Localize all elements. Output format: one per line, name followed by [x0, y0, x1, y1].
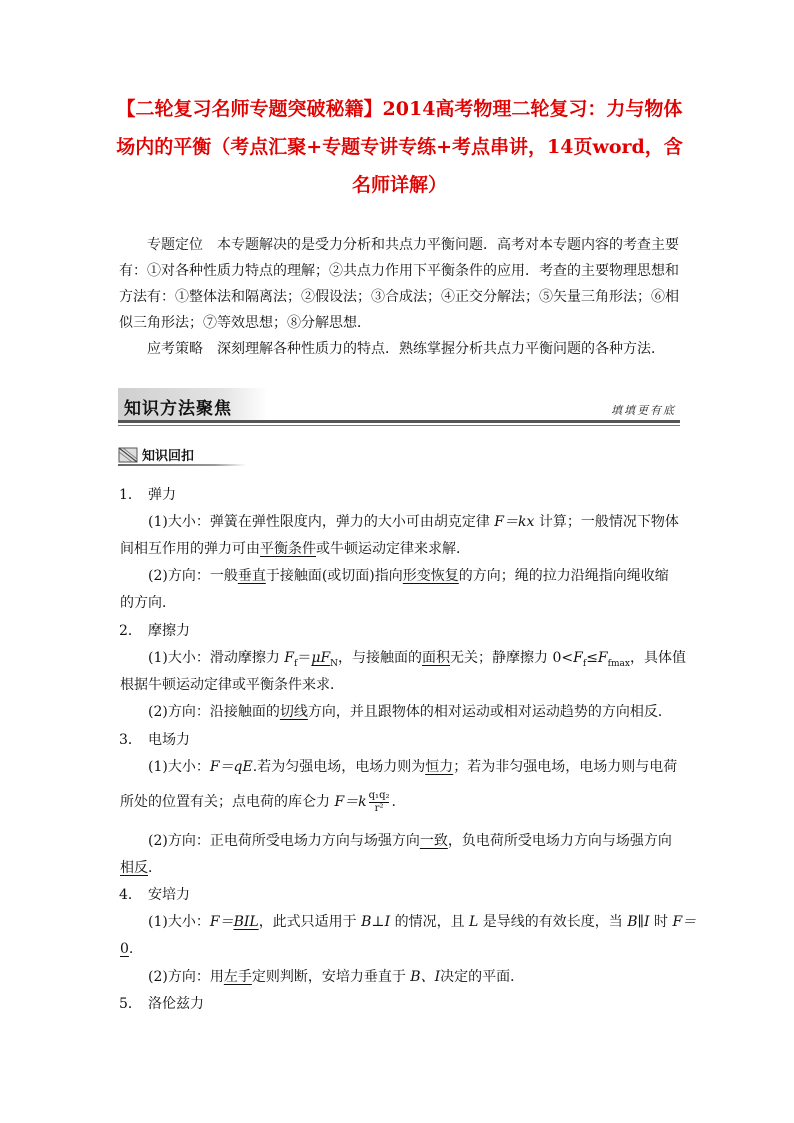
friction-magnitude-line-2: 根据牛顿运动定律或平衡条件来求．: [120, 677, 344, 693]
elastic-magnitude-line-1: (1)大小：弹簧在弹性限度内，弹力的大小可由胡克定律 F＝kx 计算；一般情况下物体: [148, 514, 679, 530]
friction-direction-line: (2)方向：沿接触面的切线方向，并且跟物体的相对运动或相对运动趋势的方向相反．: [148, 704, 672, 720]
item-number: 4．: [119, 887, 142, 903]
item-heading-lorentz-force: 洛伦兹力: [148, 996, 204, 1012]
topic-positioning-paragraph: 专题定位 本专题解决的是受力分析和共点力平衡问题．高考对本专题内容的考查主要有：①对各种性质力特点的理解；②共点力作用下平衡条件的应用．考查的主要物理思想和方法有：①整体法和隔离法；②假设法；③合成法；④正交分解法；⑤矢量三角形法；⑥相似三角形法；⑦等效思想；⑧分解思想．: [119, 237, 679, 331]
banner-right-text: 填填更有底: [611, 404, 676, 417]
coulomb-fraction: $\frac{\text{q₁q₂}}{\text{r²}}$: [368, 789, 390, 814]
item-heading-ampere-force: 安培力: [148, 887, 190, 903]
banner-rule-thick: [118, 420, 680, 423]
item-number: 2．: [119, 623, 142, 639]
banner-heading: 知识方法聚焦: [124, 399, 232, 419]
item-heading-electric-force: 电场力: [148, 732, 190, 748]
ampere-magnitude-line-2: 0.: [120, 941, 134, 957]
item-heading-elastic-force: 弹力: [148, 487, 176, 503]
electric-magnitude-line-1: (1)大小：F＝qE.若为匀强电场，电场力则为恒力；若为非匀强电场，电场力则与电荷: [148, 759, 678, 775]
item-heading-friction: 摩擦力: [148, 623, 190, 639]
subsection-underline: [118, 464, 246, 466]
electric-direction-line-2: 相反．: [120, 860, 162, 876]
item-number: 1．: [119, 487, 142, 503]
banner-rule-thin: [118, 425, 680, 426]
elastic-direction-line-1: (2)方向：一般垂直于接触面(或切面)指向形变恢复的方向；绳的拉力沿绳指向绳收缩: [148, 568, 669, 584]
intro-section: [119, 232, 679, 362]
subsection-label: 知识回扣: [142, 449, 195, 464]
friction-magnitude-line-1: (1)大小：滑动摩擦力 $F_f=\mu F_N$，与接触面的面积无关；静摩擦力 $0<F_f\le F_{fmax}$，具体值: [148, 650, 686, 669]
elastic-direction-line-2: 的方向．: [120, 595, 176, 611]
ampere-direction-line: (2)方向：用左手定则判断，安培力垂直于 B、I决定的平面．: [148, 969, 525, 985]
electric-magnitude-line-2: 所处的位置有关；点电荷的库仑力 F＝k $\frac{\text{q₁q₂}}{\text{r²}}$ .: [120, 789, 396, 814]
elastic-magnitude-line-2: 间相互作用的弹力可由平衡条件或牛顿运动定律来求解．: [120, 541, 470, 557]
document-title: 【二轮复习名师专题突破秘籍】2014高考物理二轮复习：力与物体场内的平衡（考点汇聚+专题专讲专练+考点串讲，14页word，含名师详解）: [116, 98, 683, 196]
exam-strategy-paragraph: 应考策略 深刻理解各种性质力的特点．熟练掌握分析共点力平衡问题的各种方法．: [147, 341, 665, 357]
electric-direction-line-1: (2)方向：正电荷所受电场力方向与场强方向一致，负电荷所受电场力方向与场强方向: [148, 833, 672, 849]
item-number: 3．: [119, 732, 142, 748]
hatched-square-icon: [118, 447, 138, 463]
section-banner: [118, 388, 680, 424]
item-number: 5．: [119, 996, 142, 1012]
ampere-magnitude-line-1: (1)大小：F＝BIL，此式只适用于 B⊥I 的情况，且 L 是导线的有效长度，当 B∥I 时 F＝: [148, 914, 697, 930]
